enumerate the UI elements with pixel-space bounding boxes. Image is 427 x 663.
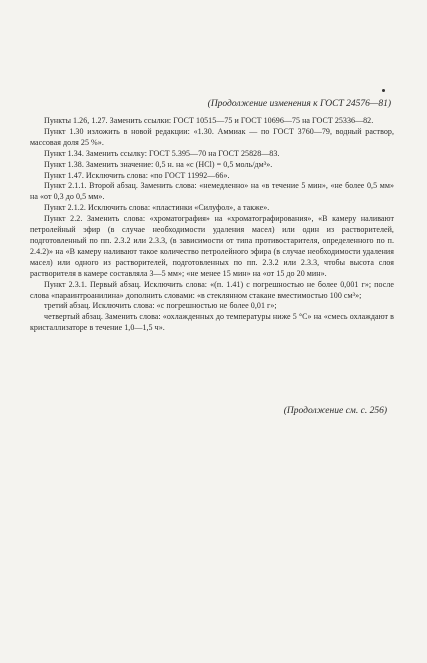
paragraph-item-1-38: Пункт 1.38. Заменить значение: 0,5 н. на «с (HCl) = 0,5 моль/дм³». [44, 159, 273, 169]
paragraph-item-2-3-1: Пункт 2.3.1. Первый абзац. Исключить слова: «(п. 1.41) с погрешностью не более 0,001 г»; после слова «параинтроанилина» дополнить словами: «в стеклянном стакане вместимостью 100 см³»; [30, 279, 394, 300]
paragraph-item-1-26: Пункты 1.26, 1.27. Заменить ссылки: ГОСТ 10515—75 и ГОСТ 10696—75 на ГОСТ 25336—82. [44, 116, 374, 125]
paragraph-item-1-30: Пункт 1.30 изложить в новой редакции: «1.30. Аммиак — по ГОСТ 3760—79, водный раствор, массовая доля 25 %». [30, 126, 394, 147]
paragraph-item-1-47: Пункт 1.47. Исключить слова: «по ГОСТ 11992—66». [44, 170, 230, 180]
continuation-header: (Продолжение изменения к ГОСТ 24576—81) [207, 99, 391, 109]
paragraph-fourth-abzac: четвертый абзац. Заменить слова: «охлажденных до температуры ниже 5 °С» на «смесь охлаждают в кристаллизаторе в течение 1,0—1,5 ч». [30, 312, 394, 333]
amendment-text [30, 116, 394, 334]
paragraph-item-2-1-2: Пункт 2.1.2. Исключить слова: «пластинки «Силуфол», а также». [44, 203, 270, 213]
page-mark [382, 89, 385, 92]
paragraph-item-2-2: Пункт 2.2. Заменить слова: «хроматография» на «хроматографирования», «В камеру наливают петролейный эфир (в случае необходимости удаления масел) или один из растворителей, подготовленный по пп. 2.3.2 или 2.3.3, (в зависимости от типа противостарителя, определенного по п. 2.4.2)» на «В камеру наливают такое количество петролейного эфира (в случае необходимости удаления масел) или одного из растворителей, подготовленных по пп. 2.3.2 или 2.3.3, чтобы высота слоя растворителя в камере составляла 3—5 мм»; «не менее 15 мин» на «от 15 до 20 мин». [30, 214, 394, 278]
paragraph-third-abzac: третий абзац. Исключить слова: «с погрешностью не более 0,01 г»; [44, 301, 277, 311]
paragraph-item-1-34: Пункт 1.34. Заменить ссылку: ГОСТ 5.395—70 на ГОСТ 25828—83. [44, 148, 280, 158]
paragraph-item-2-1-1: Пункт 2.1.1. Второй абзац. Заменить слова: «немедленно» на «в течение 5 мин», «не более 0,5 мм» на «от 0,3 до 0,5 мм». [30, 181, 394, 202]
continuation-footer: (Продолжение см. с. 256) [283, 406, 387, 416]
